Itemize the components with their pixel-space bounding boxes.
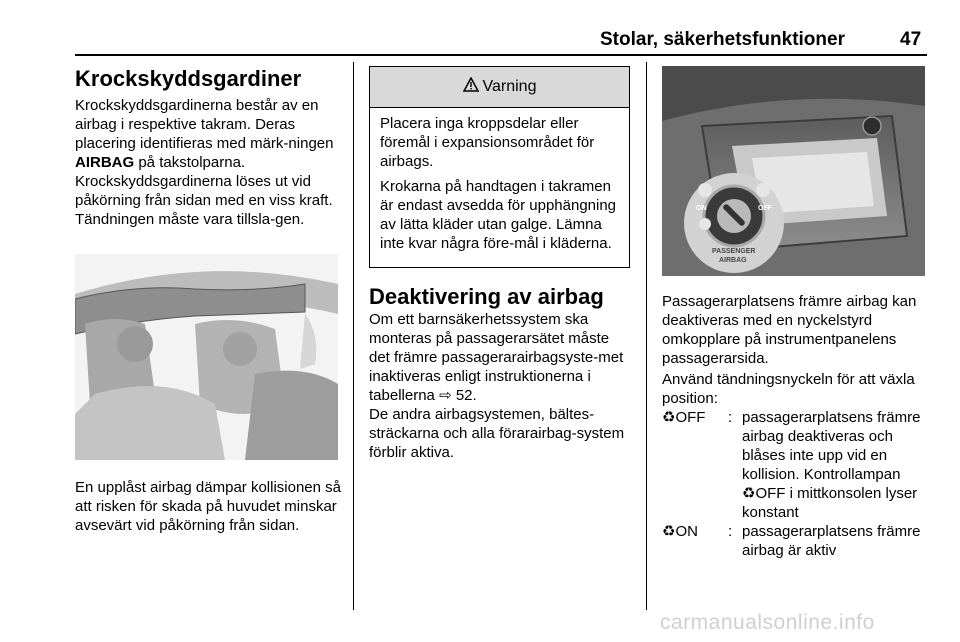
paragraph-deactivation-intro: Om ett barnsäkerhetssystem ska monteras på passagerarsätet måste det främre passagerarairbagsyste-met inaktiveras enligt instruktionerna i tabellerna ⇨ 52.	[369, 311, 624, 404]
page-reference-arrow-icon: ⇨	[439, 387, 452, 404]
switch-on-term: ON	[675, 523, 698, 540]
photo-label-airbag: AIRBAG	[719, 257, 747, 264]
photo-label-off: OFF	[758, 205, 772, 212]
switch-position-on: ♻ON : passagerarplatsens främre airbag är aktiv	[662, 522, 925, 560]
warning-header	[370, 67, 629, 108]
page-reference[interactable]: 52.	[455, 387, 477, 404]
switch-off-description-1: passagerarplatsens främre airbag deaktiveras och blåses inte upp vid en kollision. Kontrollampan	[742, 409, 921, 483]
page-number: 47	[900, 29, 922, 50]
warning-paragraph-2: Krokarna på handtagen i takramen är endast avsedda för upphängning av lätta kläder utan galge. Lämna inte kvar några före-mål i kläderna.	[380, 178, 617, 252]
site-watermark: carmanualsonline.info	[660, 611, 875, 634]
curtain-airbag-illustration	[75, 254, 338, 460]
column-divider-1	[353, 62, 354, 610]
paragraph-use-key: Använd tändningsnyckeln för att växla position:	[662, 371, 915, 407]
section-heading-airbag-deactivation: Deaktivering av airbag	[369, 284, 604, 309]
airbag-marking: AIRBAG	[75, 154, 135, 171]
airbag-off-icon: ♻	[662, 409, 676, 426]
column-divider-2	[646, 62, 647, 610]
paragraph-other-airbags: De andra airbagsystemen, bältes-sträckarna och alla förarairbag-system förblir aktiva.	[369, 406, 625, 461]
photo-label-on: ON	[696, 205, 707, 212]
switch-off-description-2: OFF i mittkonsolen lyser konstant	[742, 485, 918, 521]
photo-label-passenger: PASSENGER	[712, 248, 756, 255]
airbag-key-switch-photo	[662, 66, 925, 276]
switch-off-term: OFF	[675, 409, 706, 426]
curtain-airbag-drawing	[75, 254, 338, 460]
airbag-off-indicator-icon: ♻	[742, 485, 756, 502]
running-header-title: Stolar, säkerhetsfunktioner	[600, 29, 845, 50]
paragraph-curtain-caption: En upplåst airbag dämpar kollisionen så att risken för skada på huvudet minskar avsevärt vid påkörning från sidan.	[75, 479, 341, 534]
paragraph-curtain-intro: Krockskyddsgardinerna består av en airbag i respektive takram. Deras placering identifieras med märk-ningen AIRBAG på takstolparna.	[75, 97, 334, 171]
airbag-on-icon: ♻	[662, 523, 676, 540]
warning-triangle-icon	[463, 77, 479, 97]
paragraph-key-switch: Passagerarplatsens främre airbag kan deaktiveras med en nyckelstyrd omkopplare på instrumentpanelens passagerarsida.	[662, 293, 917, 367]
switch-on-description: passagerarplatsens främre airbag är aktiv	[742, 523, 921, 559]
switch-position-off: ♻OFF : passagerarplatsens främre airbag deaktiveras och blåses inte upp vid en kollision. Kontrollampan ♻OFF i mittkonsolen lyser konstant	[662, 409, 921, 521]
switch-position-list	[662, 408, 925, 560]
header-rule	[75, 54, 927, 56]
warning-title: Varning	[482, 78, 537, 95]
paragraph-curtain-deploy: Krockskyddsgardinerna löses ut vid påkörning från sidan med en viss kraft. Tändningen måste vara tillsla-gen.	[75, 173, 333, 228]
section-heading-curtain-airbags: Krockskyddsgardiner	[75, 66, 302, 91]
key-switch-drawing	[662, 66, 925, 276]
warning-box	[369, 66, 630, 268]
warning-paragraph-1: Placera inga kroppsdelar eller föremål i expansionsområdet för airbags.	[380, 115, 595, 170]
